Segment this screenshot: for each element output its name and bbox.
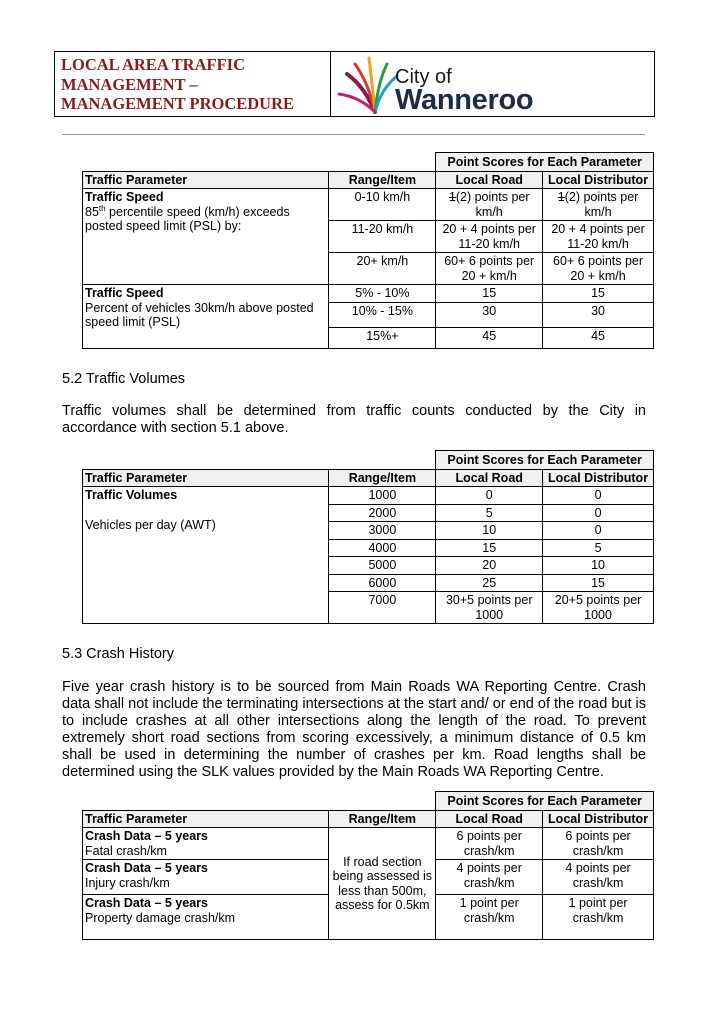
traffic-volumes-table [82, 450, 654, 624]
col-range-item: Range/Item [329, 810, 436, 828]
col-traffic-parameter: Traffic Parameter [83, 810, 329, 828]
range-note: If road section being assessed is less than 500m, assess for 0.5km [329, 828, 436, 940]
param-traffic-volumes [83, 487, 329, 624]
col-traffic-parameter: Traffic Parameter [83, 171, 329, 189]
param-title: Crash Data – 5 years [85, 829, 208, 843]
group-header: Point Scores for Each Parameter [436, 451, 654, 470]
local-distributor-cell: 20+5 points per 1000 [543, 592, 654, 624]
param-crash-fatal [83, 828, 329, 860]
group-header: Point Scores for Each Parameter [436, 153, 654, 172]
local-distributor-cell: 60+ 6 points per 20 + km/h [543, 253, 654, 285]
param-title: Traffic Volumes [85, 488, 178, 502]
param-desc: Property damage crash/km [85, 910, 236, 925]
param-title: Crash Data – 5 years [85, 861, 208, 875]
range-cell: 4000 [329, 539, 436, 557]
range-cell: 6000 [329, 574, 436, 592]
param-traffic-speed [83, 189, 329, 285]
logo-city-of: City of [395, 66, 452, 88]
range-cell: 5% - 10% [329, 285, 436, 303]
local-distributor-cell: 45 [543, 327, 654, 348]
title-line-3: MANAGEMENT PROCEDURE [61, 94, 294, 113]
document-header [54, 51, 655, 117]
col-local-road: Local Road [436, 810, 543, 828]
section-5-2-body: Traffic volumes shall be determined from traffic counts conducted by the City in accordance with section 5.1 above. [62, 403, 646, 436]
local-road-cell: 0 [436, 487, 543, 505]
param-traffic-speed-percent [83, 285, 329, 349]
local-road-cell: 4 points per crash/km [436, 860, 543, 895]
local-road-cell: 60+ 6 points per 20 + km/h [436, 253, 543, 285]
col-range-item: Range/Item [329, 469, 436, 487]
local-distributor-cell: 1(2) points per km/h [543, 189, 654, 221]
param-crash-injury [83, 860, 329, 895]
title-line-1: LOCAL AREA TRAFFIC [61, 55, 245, 74]
local-road-cell: 45 [436, 327, 543, 348]
param-crash-property [83, 895, 329, 940]
local-distributor-cell: 0 [543, 504, 654, 522]
param-title: Traffic Speed [85, 286, 164, 300]
local-road-cell: 30 [436, 302, 543, 327]
local-distributor-cell: 20 + 4 points per 11-20 km/h [543, 221, 654, 253]
col-local-distributor: Local Distributor [543, 810, 654, 828]
logo-wanneroo: Wanneroo [395, 84, 534, 116]
section-5-3-heading: 5.3 Crash History [62, 646, 175, 662]
range-cell: 10% - 15% [329, 302, 436, 327]
local-distributor-cell: 6 points per crash/km [543, 828, 654, 860]
local-distributor-cell: 15 [543, 285, 654, 303]
range-cell: 1000 [329, 487, 436, 505]
local-road-cell: 15 [436, 539, 543, 557]
param-title: Crash Data – 5 years [85, 896, 208, 910]
local-distributor-cell: 10 [543, 557, 654, 575]
document-title [55, 52, 331, 116]
col-local-distributor: Local Distributor [543, 171, 654, 189]
local-distributor-cell: 15 [543, 574, 654, 592]
local-road-cell: 10 [436, 522, 543, 540]
local-road-cell: 1 point per crash/km [436, 895, 543, 940]
header-divider [62, 134, 645, 135]
local-road-cell: 20 [436, 557, 543, 575]
range-cell: 20+ km/h [329, 253, 436, 285]
range-cell: 3000 [329, 522, 436, 540]
param-desc: Vehicles per day (AWT) [85, 517, 216, 532]
param-desc: Percent of vehicles 30km/h above posted speed limit (PSL) [85, 300, 314, 329]
param-desc: Fatal crash/km [85, 843, 167, 858]
crash-history-table [82, 791, 654, 940]
param-desc: 85th percentile speed (km/h) exceeds posted speed limit (PSL) by: [85, 203, 290, 233]
traffic-speed-table [82, 152, 654, 349]
section-5-3-body: Five year crash history is to be sourced from Main Roads WA Reporting Centre. Crash data shall not include the terminating intersections at the start and/ or end of the road but is to include crashes at all other intersections along the length of the road. To prevent extremely short road sections from scoring excessively, a minimum distance of 0.5 km shall be used in determining the number of crashes per km. Road lengths shall be determined using the SLK values provided by the Main Roads WA Reporting Centre. [62, 679, 646, 780]
range-cell: 11-20 km/h [329, 221, 436, 253]
range-cell: 15%+ [329, 327, 436, 348]
local-distributor-cell: 30 [543, 302, 654, 327]
local-distributor-cell: 0 [543, 522, 654, 540]
section-5-2-heading: 5.2 Traffic Volumes [62, 371, 186, 387]
local-road-cell: 1(2) points per km/h [436, 189, 543, 221]
group-header: Point Scores for Each Parameter [436, 792, 654, 811]
title-line-2: MANAGEMENT – [61, 74, 198, 94]
local-distributor-cell: 5 [543, 539, 654, 557]
local-road-cell: 20 + 4 points per 11-20 km/h [436, 221, 543, 253]
range-cell: 7000 [329, 592, 436, 624]
range-cell: 5000 [329, 557, 436, 575]
local-road-cell: 25 [436, 574, 543, 592]
col-local-road: Local Road [436, 171, 543, 189]
range-cell: 2000 [329, 504, 436, 522]
local-road-cell: 5 [436, 504, 543, 522]
local-road-cell: 6 points per crash/km [436, 828, 543, 860]
local-road-cell: 30+5 points per 1000 [436, 592, 543, 624]
col-range-item: Range/Item [329, 171, 436, 189]
col-traffic-parameter: Traffic Parameter [83, 469, 329, 487]
col-local-distributor: Local Distributor [543, 469, 654, 487]
param-desc: Injury crash/km [85, 875, 170, 890]
local-distributor-cell: 0 [543, 487, 654, 505]
param-title: Traffic Speed [85, 190, 164, 204]
city-logo [331, 52, 654, 116]
local-road-cell: 15 [436, 285, 543, 303]
local-distributor-cell: 1 point per crash/km [543, 895, 654, 940]
local-distributor-cell: 4 points per crash/km [543, 860, 654, 895]
col-local-road: Local Road [436, 469, 543, 487]
range-cell: 0-10 km/h [329, 189, 436, 221]
